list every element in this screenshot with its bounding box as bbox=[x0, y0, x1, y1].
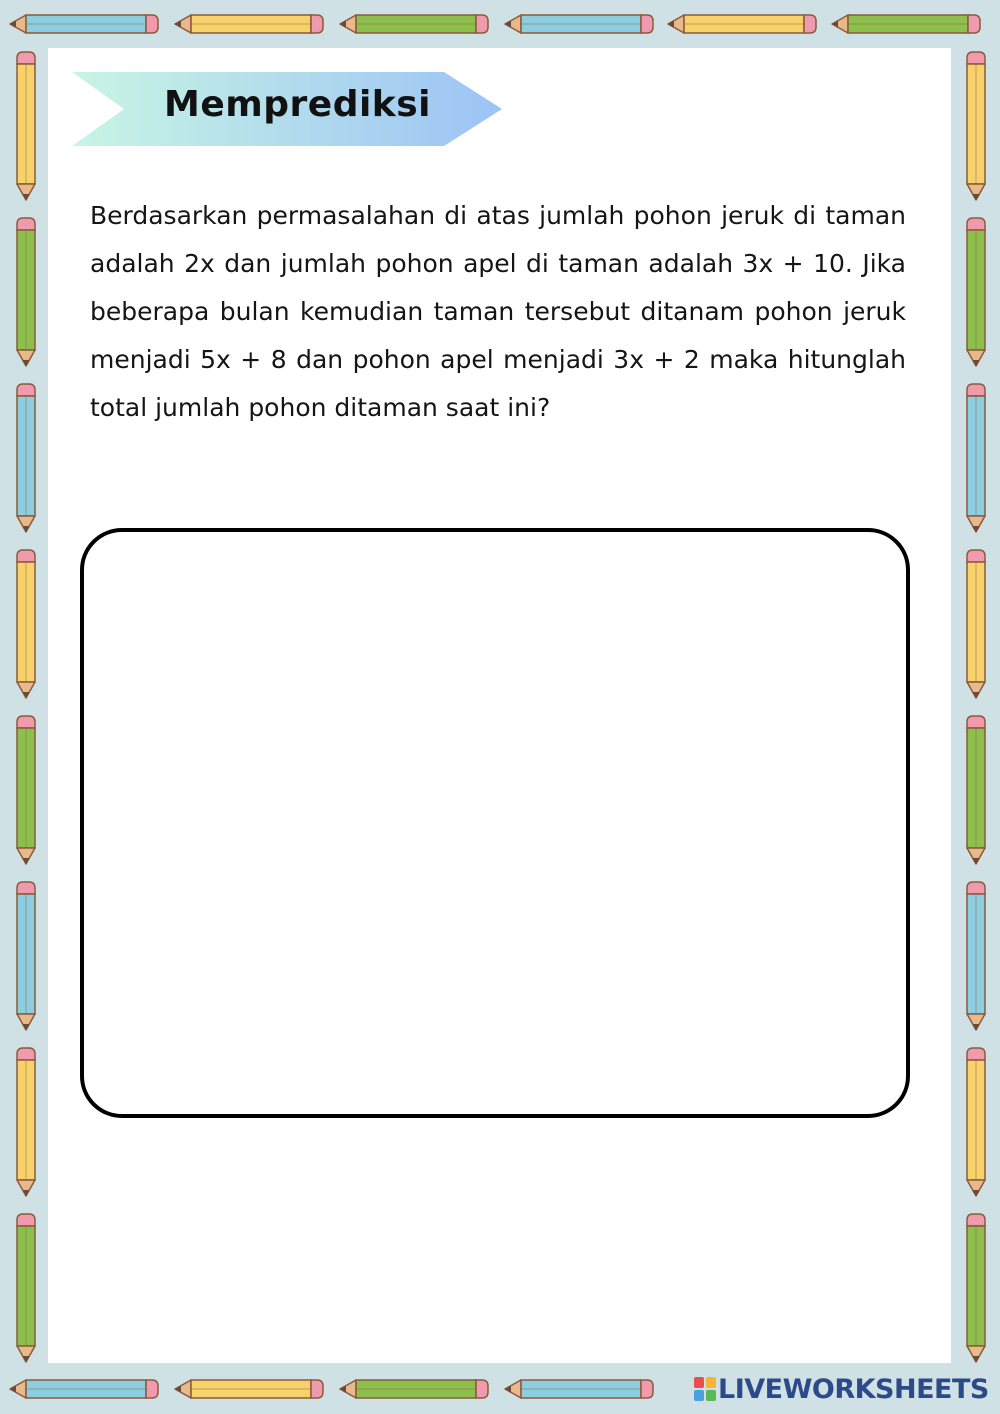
pencil-icon bbox=[668, 15, 816, 33]
section-title: Memprediksi bbox=[164, 84, 432, 125]
section-banner bbox=[72, 72, 502, 146]
pencil-icon bbox=[967, 52, 985, 200]
liveworksheets-logo-icon bbox=[694, 1377, 716, 1401]
pencil-icon bbox=[967, 1214, 985, 1362]
pencil-icon bbox=[967, 384, 985, 532]
pencil-icon bbox=[967, 716, 985, 864]
pencil-icon bbox=[832, 15, 980, 33]
pencil-icon bbox=[17, 384, 35, 532]
pencil-icon bbox=[967, 1048, 985, 1196]
pencil-icon bbox=[340, 15, 488, 33]
pencil-icon bbox=[967, 882, 985, 1030]
pencil-icon bbox=[17, 882, 35, 1030]
liveworksheets-watermark bbox=[694, 1374, 989, 1404]
pencil-icon bbox=[17, 218, 35, 366]
pencil-icon bbox=[505, 1380, 653, 1398]
pencil-icon bbox=[340, 1380, 488, 1398]
pencil-icon bbox=[175, 15, 323, 33]
pencil-icon bbox=[967, 550, 985, 698]
watermark-text: LIVEWORKSHEETS bbox=[718, 1373, 989, 1405]
question-text: Berdasarkan permasalahan di atas jumlah pohon jeruk di taman adalah 2x dan jumlah pohon apel di taman adalah 3x + 10. Jika beberapa bulan kemudian taman tersebut ditanam pohon jeruk menjadi 5x + 8 dan pohon apel menjadi 3x + 2 maka hitunglah total jumlah pohon ditaman saat ini? bbox=[90, 201, 906, 422]
pencil-icon bbox=[17, 550, 35, 698]
pencil-icon bbox=[505, 15, 653, 33]
pencil-icon bbox=[17, 716, 35, 864]
pencil-icon bbox=[17, 1048, 35, 1196]
pencil-icon bbox=[10, 1380, 158, 1398]
pencil-icon bbox=[10, 15, 158, 33]
pencil-icon bbox=[17, 52, 35, 200]
answer-box[interactable] bbox=[80, 528, 910, 1118]
pencil-icon bbox=[175, 1380, 323, 1398]
pencil-icon bbox=[967, 218, 985, 366]
pencil-icon bbox=[17, 1214, 35, 1362]
